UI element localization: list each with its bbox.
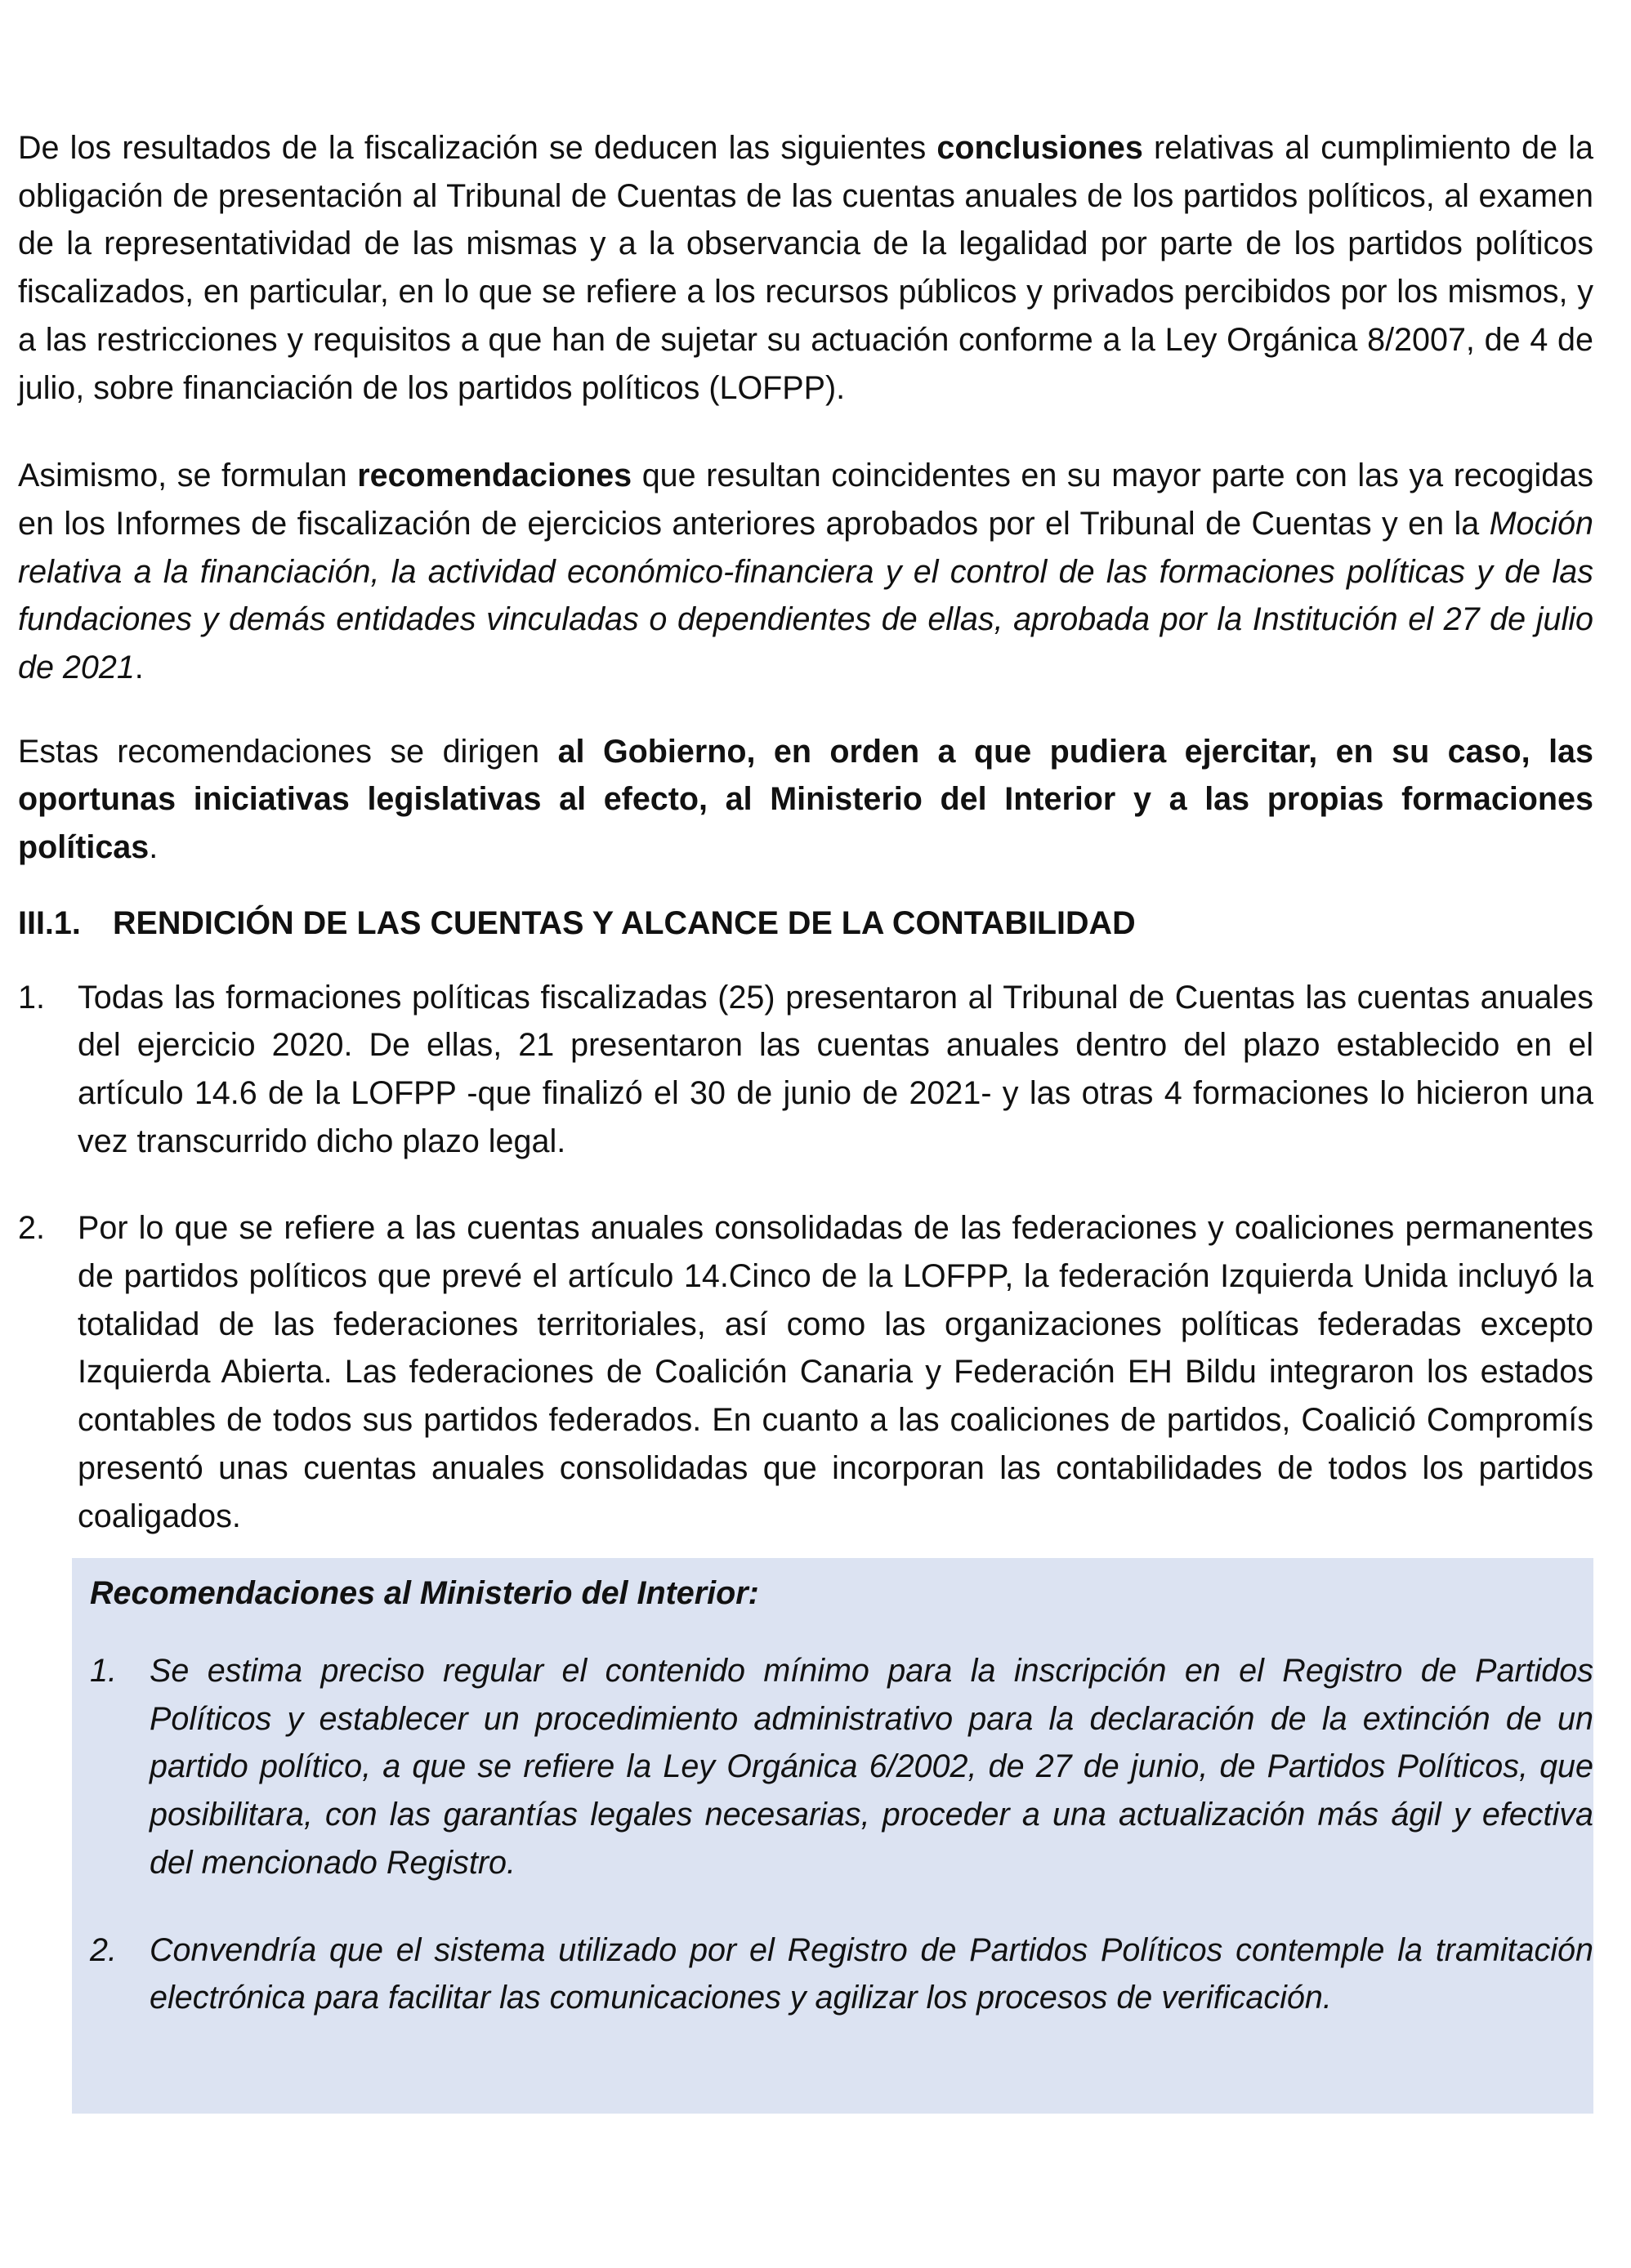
section-heading — [18, 900, 1593, 948]
list-item-text: Todas las formaciones políticas fiscalizadas (25) presentaron al Tribunal de Cuentas las cuentas anuales del ejercicio 2020. De ellas, 21 presentaron las cuentas anuales dentro del plazo establecido en el artículo 14.6 de la LOFPP -que finalizó el 30 de junio de 2021- y las otras 4 formaciones lo hicieron una vez transcurrido dicho plazo legal. — [78, 979, 1593, 1159]
recommendation-number: 2. — [90, 1931, 117, 1968]
paragraph-addressees — [18, 728, 1593, 872]
paragraph-recommendations-text-1: Asimismo, se formulan — [18, 458, 358, 494]
paragraph-addressees-text-2: . — [149, 829, 159, 866]
paragraph-conclusions-text-2: relativas al cumplimiento de la obligación de presentación al Tribunal de Cuentas de las cuentas anuales de los partidos políticos, al examen de la representatividad de las mismas y a la observancia de la legalidad por parte de los partidos políticos fiscalizados, en particular, en lo que se refiere a los recursos públicos y privados percibidos por los mismos, y a las restricciones y requisitos a que han de sujetar su actuación conforme a la Ley Orgánica 8/2007, de 4 de julio, sobre financiación de los partidos políticos (LOFPP). — [18, 130, 1593, 406]
paragraph-conclusions — [18, 124, 1593, 412]
addressees-bold: al Gobierno, en orden a que pudiera ejercitar, en su caso, las oportunas iniciativas legislativas al efecto, al Ministerio del Interior y a las propias formaciones políticas — [18, 733, 1593, 866]
recommendation-text: Convendría que el sistema utilizado por el Registro de Partidos Políticos contemple la tramitación electrónica para facilitar las comunicaciones y agilizar los procesos de verificación. — [150, 1931, 1593, 2016]
paragraph-conclusions-text-1: De los resultados de la fiscalización se deducen las siguientes — [18, 130, 937, 166]
recommendations-bold: recomendaciones — [357, 458, 632, 494]
paragraph-recommendations — [18, 452, 1593, 692]
list-item — [18, 974, 1593, 1166]
mocion-title-italic: Moción relativa a la financiación, la actividad económico-financiera y el control de las formaciones políticas y de las fundaciones y demás entidades vinculadas o dependientes de ellas, aprobada por la Institución el 27 de julio de 2021 — [18, 505, 1593, 686]
paragraph-recommendations-text-3: . — [134, 650, 144, 686]
recommendation-item — [90, 1926, 1593, 2022]
recommendations-box-title: Recomendaciones al Ministerio del Interior: — [90, 1575, 759, 1612]
recommendation-text: Se estima preciso regular el contenido mínimo para la inscripción en el Registro de Partidos Políticos y establecer un procedimiento administrativo para la declaración de la extinción de un partido político, a que se refiere la Ley Orgánica 6/2002, de 27 de junio, de Partidos Políticos, que posibilitara, con las garantías legales necesarias, proceder a una actualización más ágil y efectiva del mencionado Registro. — [150, 1652, 1593, 1881]
list-item-number: 1. — [18, 979, 45, 1016]
section-title: RENDICIÓN DE LAS CUENTAS Y ALCANCE DE LA CONTABILIDAD — [113, 904, 1136, 941]
conclusions-bold: conclusiones — [936, 130, 1143, 166]
recommendation-number: 1. — [90, 1652, 117, 1689]
list-item-text: Por lo que se refiere a las cuentas anuales consolidadas de las federaciones y coaliciones permanentes de partidos políticos que prevé el artículo 14.Cinco de la LOFPP, la federación Izquierda Unida incluyó la totalidad de las federaciones territoriales, así como las organizaciones políticas federadas excepto Izquierda Abierta. Las federaciones de Coalición Canaria y Federación EH Bildu integraron los estados contables de todos sus partidos federados. En cuanto a las coaliciones de partidos, Coalició Compromís presentó unas cuentas anuales consolidadas que incorporan las contabilidades de todos los partidos coaligados. — [78, 1210, 1593, 1534]
recommendations-box — [72, 1558, 1593, 2114]
section-number: III.1. — [18, 904, 81, 941]
list-item — [18, 1204, 1593, 1540]
paragraph-recommendations-text-2: que resultan coincidentes en su mayor parte con las ya recogidas en los Informes de fiscalización de ejercicios anteriores aprobados por el Tribunal de Cuentas y en la — [18, 458, 1593, 542]
list-item-number: 2. — [18, 1210, 45, 1247]
recommendation-item — [90, 1647, 1593, 1887]
paragraph-addressees-text-1: Estas recomendaciones se dirigen — [18, 733, 558, 770]
